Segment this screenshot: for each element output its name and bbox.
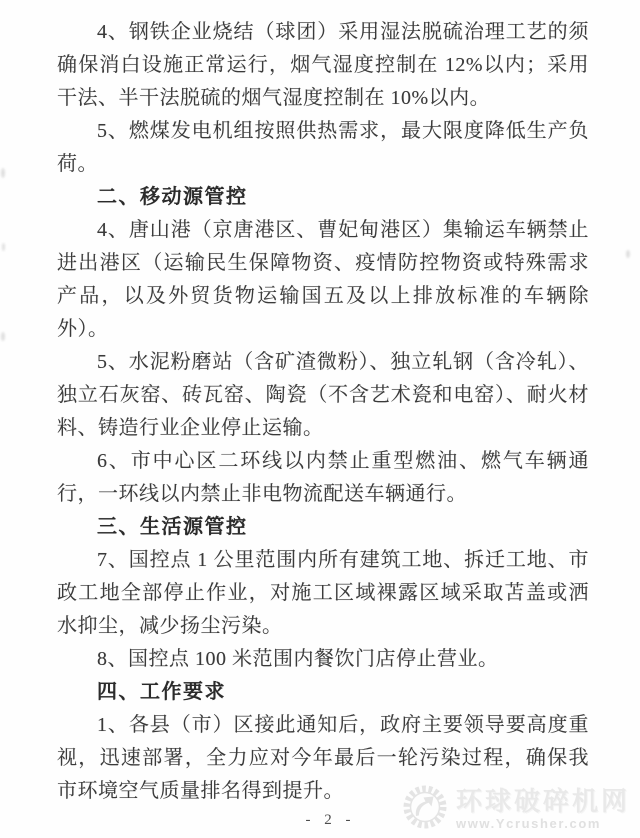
- watermark-site-url: www.Ycrusher.com: [455, 816, 602, 831]
- scan-artifact: [626, 250, 630, 258]
- section-heading: 四、工作要求: [97, 681, 226, 703]
- paragraph: 5、燃煤发电机组按照供热需求，最大限度降低生产负荷。: [57, 120, 589, 175]
- scan-artifact: [1, 168, 5, 178]
- paragraph: 6、市中心区二环线以内禁止重型燃油、燃气车辆通行，一环线以内禁止非电物流配送车辆通行。: [57, 450, 589, 505]
- scan-artifact: [1, 332, 5, 341]
- watermark-text: [456, 788, 630, 831]
- paragraph: 4、唐山港（京唐港区、曹妃甸港区）集输运车辆禁止进出港区（运输民生保障物资、疫情防控物资或特殊需求产品，以及外贸货物运输国五及以上排放标准的车辆除外）。: [57, 219, 589, 340]
- document-body: [57, 16, 589, 808]
- section-heading: 三、生活源管控: [97, 516, 248, 538]
- page-number: - 2 -: [305, 812, 353, 828]
- paragraph: 4、钢铁企业烧结（球团）采用湿法脱硫治理工艺的须确保消白设施正常运行，烟气湿度控制在 12%以内；采用干法、半干法脱硫的烟气湿度控制在 10%以内。: [57, 21, 589, 109]
- section-heading: 二、移动源管控: [97, 186, 248, 208]
- gear-arrow-icon: [402, 784, 448, 835]
- paragraph: 1、各县（市）区接此通知后，政府主要领导要高度重视，迅速部署，全力应对今年最后一轮污染过程，确保我市环境空气质量排名得到提升。: [57, 714, 589, 802]
- paragraph: 8、国控点 100 米范围内餐饮门店停止营业。: [97, 648, 499, 670]
- paragraph: 7、国控点 1 公里范围内所有建筑工地、拆迁工地、市政工地全部停止作业，对施工区域裸露区域采取苫盖或洒水抑尘，减少扬尘污染。: [57, 549, 589, 637]
- scan-artifact: [2, 243, 5, 251]
- paragraph: 5、水泥粉磨站（含矿渣微粉）、独立轧钢（含冷轧）、独立石灰窑、砖瓦窑、陶瓷（不含艺术瓷和电窑）、耐火材料、铸造行业企业停止运输。: [57, 351, 589, 439]
- site-watermark: [402, 784, 630, 835]
- watermark-site-name: 环球破碎机网: [455, 786, 630, 816]
